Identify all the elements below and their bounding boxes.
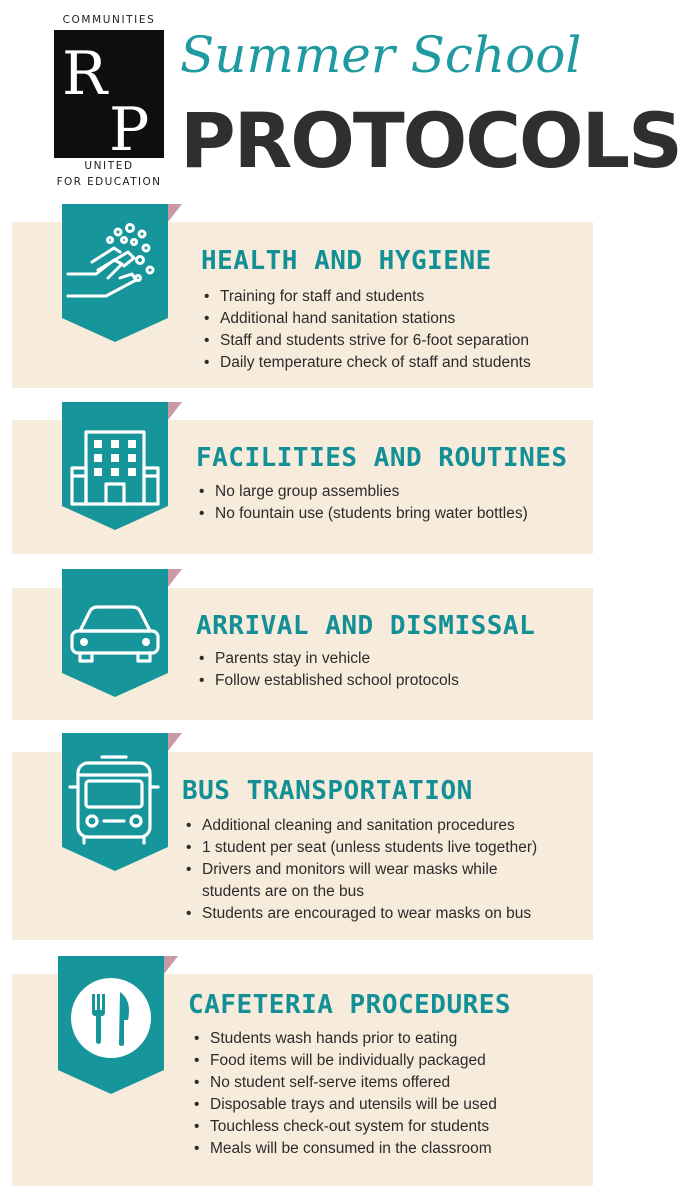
list-item: • Training for staff and students bbox=[202, 286, 531, 308]
title-bold: PROTOCOLS bbox=[180, 96, 681, 185]
list-item: • Food items will be individually packaged bbox=[192, 1050, 497, 1072]
logo-top-text: COMMUNITIES bbox=[62, 14, 156, 26]
bullet-list-arrival-dismissal bbox=[197, 648, 459, 692]
list-item: • Disposable trays and utensils will be used bbox=[192, 1094, 497, 1116]
bullet-list-health-hygiene bbox=[202, 286, 531, 374]
section-title-facilities-routines: FACILITIES AND ROUTINES bbox=[196, 443, 568, 473]
ribbon-bus-transportation bbox=[62, 733, 182, 873]
logo-letter-r: R bbox=[62, 39, 108, 109]
title-script: Summer School bbox=[180, 26, 582, 84]
list-item: • Follow established school protocols bbox=[197, 670, 459, 692]
list-item: • Daily temperature check of staff and students bbox=[202, 352, 531, 374]
hand-washing-icon bbox=[62, 212, 168, 312]
list-item: • No student self-serve items offered bbox=[192, 1072, 497, 1094]
fork-knife-icon bbox=[58, 966, 164, 1066]
list-item: • Additional hand sanitation stations bbox=[202, 308, 531, 330]
list-item: • Students are encouraged to wear masks on bus bbox=[184, 903, 537, 925]
logo-bottom-line-1: UNITED bbox=[84, 160, 134, 172]
bus-icon bbox=[62, 741, 168, 845]
list-item: • Touchless check-out system for students bbox=[192, 1116, 497, 1138]
logo-letter-p: P bbox=[109, 95, 150, 165]
list-item-continued: students are on the bus bbox=[202, 883, 365, 900]
logo-box bbox=[54, 30, 164, 165]
list-item: • No fountain use (students bring water bottles) bbox=[197, 503, 528, 525]
section-title-arrival-dismissal: ARRIVAL AND DISMISSAL bbox=[196, 611, 536, 641]
list-item: • Additional cleaning and sanitation procedures bbox=[184, 815, 537, 837]
list-item: • Parents stay in vehicle bbox=[197, 648, 459, 670]
bullet-list-facilities-routines bbox=[197, 481, 528, 525]
bullet-list-cafeteria-procedures bbox=[192, 1028, 497, 1160]
car-icon bbox=[62, 577, 168, 673]
section-title-cafeteria-procedures: CAFETERIA PROCEDURES bbox=[188, 990, 512, 1020]
ribbon-facilities-routines bbox=[62, 402, 182, 532]
ribbon-health-hygiene bbox=[62, 204, 182, 344]
logo-bottom-line-2: FOR EDUCATION bbox=[56, 176, 162, 188]
list-item: • 1 student per seat (unless students live together) bbox=[184, 837, 537, 859]
section-title-bus-transportation: BUS TRANSPORTATION bbox=[182, 776, 473, 806]
logo bbox=[54, 14, 164, 194]
list-item: • Drivers and monitors will wear masks while bbox=[184, 859, 537, 881]
list-item: • No large group assemblies bbox=[197, 481, 528, 503]
bullet-list-bus-transportation bbox=[184, 815, 537, 925]
list-item: • Meals will be consumed in the classroom bbox=[192, 1138, 497, 1160]
list-item: • Staff and students strive for 6-foot separation bbox=[202, 330, 531, 352]
ribbon-arrival-dismissal bbox=[62, 569, 182, 699]
building-icon bbox=[62, 410, 168, 506]
ribbon-cafeteria-procedures bbox=[58, 956, 178, 1096]
section-title-health-hygiene: HEALTH AND HYGIENE bbox=[201, 246, 492, 276]
list-item: • Students wash hands prior to eating bbox=[192, 1028, 497, 1050]
